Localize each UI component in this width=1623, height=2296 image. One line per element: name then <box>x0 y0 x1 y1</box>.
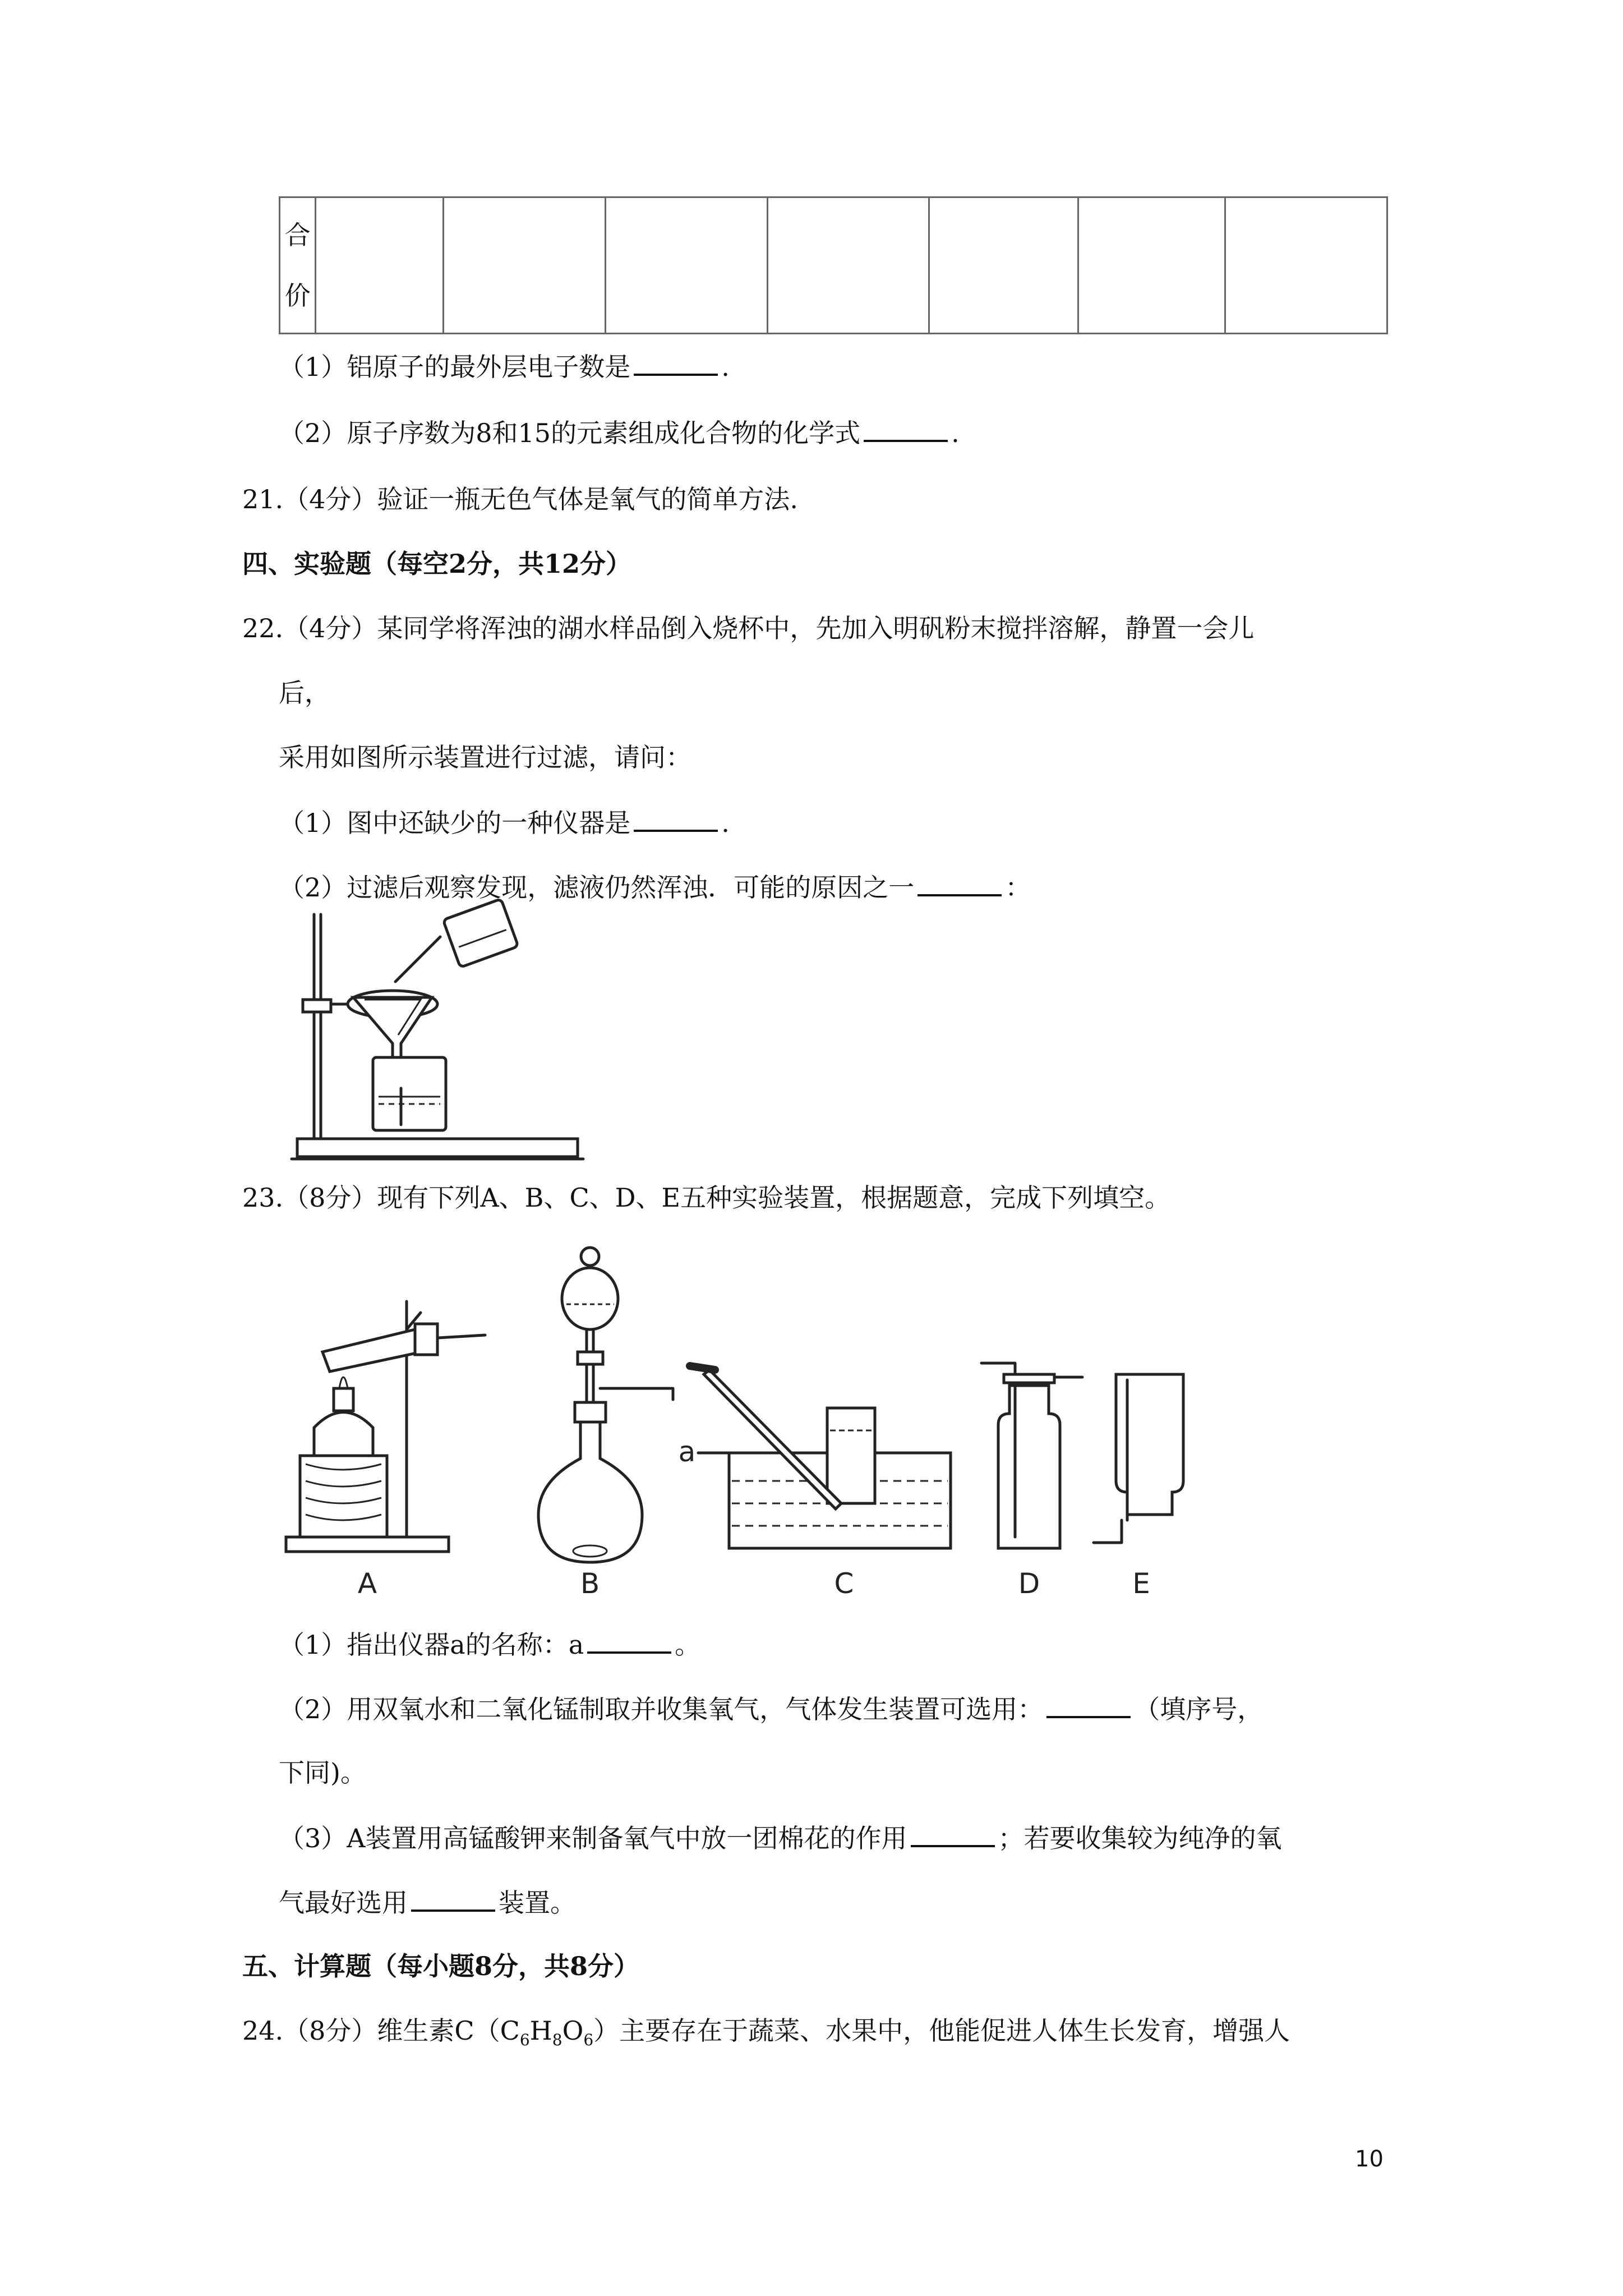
page-number: 10 <box>1355 2146 1384 2172</box>
apparatus-e <box>1094 1374 1183 1600</box>
valence-table-fragment <box>279 196 1388 334</box>
label-e: E <box>1132 1567 1150 1600</box>
q22-line2: 后， <box>279 678 330 708</box>
answer-blank[interactable] <box>864 415 948 442</box>
table-cell <box>929 197 1078 334</box>
table-cell <box>443 197 605 334</box>
q23-sub3: （3）A装置用高锰酸钾来制备氧气中放一团棉花的作用 ；若要收集较为纯净的氧 <box>279 1820 1282 1855</box>
glass-rod <box>395 937 440 982</box>
label-c: C <box>834 1567 854 1600</box>
label-char-2: 价 <box>284 280 311 311</box>
table-cell <box>316 197 444 334</box>
label-d: D <box>1018 1567 1040 1600</box>
q21: 21.（4分）验证一瓶无色气体是氧气的简单方法. <box>242 484 799 514</box>
answer-blank[interactable] <box>411 1885 495 1912</box>
apparatus-a <box>286 1301 485 1600</box>
q24: 24.（8分）维生素$C(C_6H_8O_6)$主要存在于蔬菜、水果中，他能促进人体生长发育，增强人 <box>242 2016 1290 2050</box>
label-a: A <box>357 1567 377 1600</box>
table-cell <box>767 197 929 334</box>
answer-blank[interactable] <box>1046 1691 1131 1718</box>
wood-block <box>300 1456 387 1537</box>
collecting-bottle <box>827 1408 875 1503</box>
answer-blank[interactable] <box>911 1820 995 1847</box>
receiving-beaker <box>373 1057 446 1130</box>
section-4-heading: 四、实验题（每空2分，共12分） <box>242 549 632 579</box>
q20-sub2: （2）原子序数为8和15的元素组成化合物的化学式 . <box>279 415 960 450</box>
gas-bottle-d <box>998 1386 1060 1548</box>
apparatus-c <box>679 1366 951 1600</box>
table-row-label <box>280 197 316 334</box>
apparatus-d <box>981 1363 1082 1600</box>
q22-sub2: （2）过滤后观察发现，滤液仍然浑浊．可能的原因之一 ： <box>279 869 1031 904</box>
apparatus-b <box>538 1248 673 1600</box>
section-5-heading: 五、计算题（每小题8分，共8分） <box>242 1951 640 1981</box>
pouring-beaker <box>443 899 518 967</box>
q22-line3: 采用如图所示装置进行过滤，请问： <box>279 742 691 772</box>
table-cell <box>1078 197 1225 334</box>
answer-blank[interactable] <box>634 349 718 376</box>
filtration-apparatus-figure <box>280 903 594 1167</box>
q20-sub1: （1）铝原子的最外层电子数是 . <box>279 349 730 384</box>
answer-blank[interactable] <box>634 805 718 832</box>
label-char-1: 合 <box>284 220 311 250</box>
label-b: B <box>580 1567 600 1600</box>
q22-line1: 22.（4分）某同学将浑浊的湖水样品倒入烧杯中，先加入明矾粉末搅拌溶解，静置一会儿 <box>242 613 1255 643</box>
round-flask <box>538 1422 642 1562</box>
label-a-small: a <box>678 1435 696 1468</box>
apparatus-figure <box>275 1240 1509 1604</box>
table-cell <box>1225 197 1387 334</box>
q23-sub1: （1）指出仪器a的名称：a 。 <box>279 1627 700 1662</box>
q22-sub1: （1）图中还缺少的一种仪器是 . <box>279 805 730 840</box>
stand-base <box>297 1139 578 1157</box>
q23-line1: 23.（8分）现有下列A、B、C、D、E五种实验装置，根据题意，完成下列填空。 <box>242 1182 1171 1213</box>
answer-blank[interactable] <box>587 1627 671 1654</box>
q23-sub2: （2）用双氧水和二氧化锰制取并收集氧气，气体发生装置可选用： （填序号， <box>279 1691 1263 1726</box>
q23-sub3-line2: 气最好选用 装置。 <box>279 1885 576 1920</box>
alcohol-lamp <box>314 1412 373 1456</box>
q23-sub2-line2: 下同)。 <box>279 1757 366 1788</box>
separatory-funnel <box>562 1268 618 1329</box>
table-cell <box>605 197 767 334</box>
answer-blank[interactable] <box>917 869 1002 896</box>
